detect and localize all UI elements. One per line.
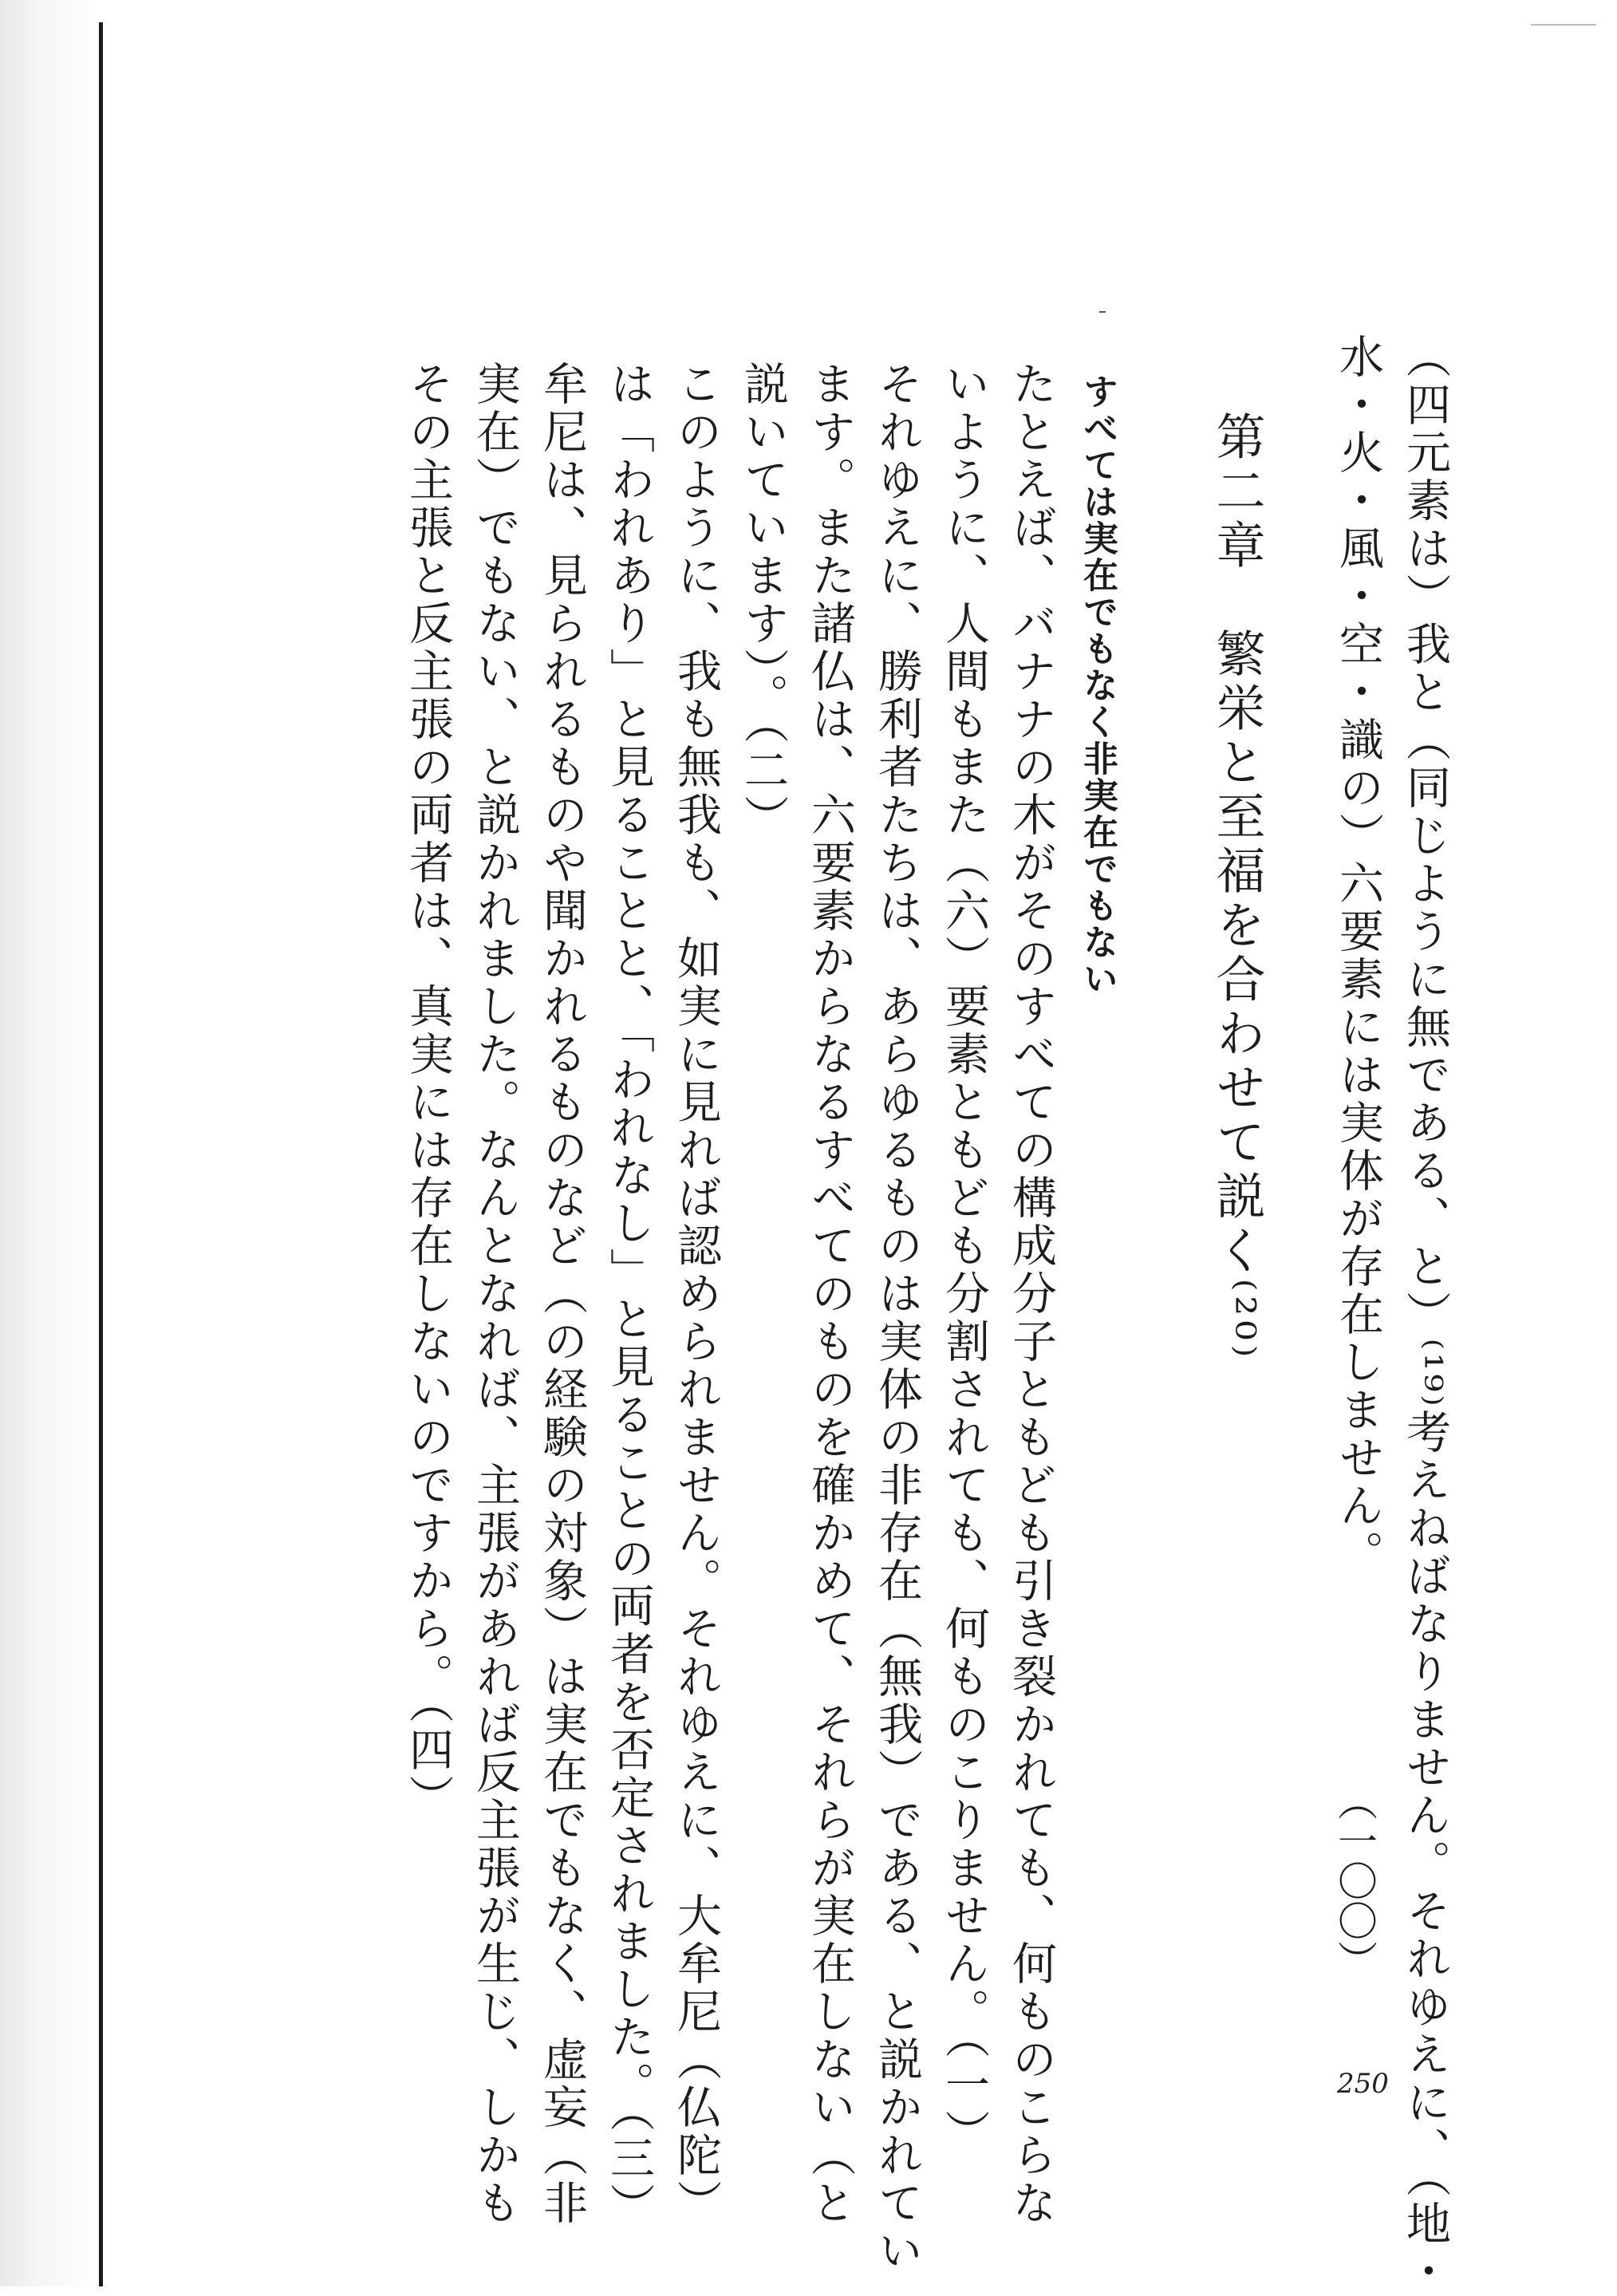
body-line-2: いように、人間もまた（六）要素ともども分割されても、何ものこりません。（一） [938, 361, 990, 2157]
body-line-8: 牟尼は、見られるものや聞かれるものなど（の経験の対象）は実在でもなく、虚妄（非 [536, 361, 588, 2227]
section-heading: すべては実在でもなく非実在でもない [1077, 373, 1118, 997]
verse-line-2: 水・火・風・空・識の）六要素には実体が存在しません。 [1332, 333, 1384, 1578]
body-line-3: それゆえに、勝利者たちは、あらゆるものは実体の非存在（無我）である、と説かれてい [871, 361, 923, 2275]
body-line-6: このように、我も無我も、如実に見れば認められません。それゆえに、大牟尼（仏陀） [670, 361, 722, 2227]
body-line-7: は「われあり」と見ることと、「われなし」と見ることの両者を否定されました。（三） [603, 361, 655, 2231]
verse-number: （一〇〇） [1331, 1781, 1378, 1980]
page-edge-shadow [0, 0, 99, 2286]
page-number: 250 [1337, 2068, 1389, 2100]
body-line-1: たとえば、バナナの木がそのすべての構成分子ともども引き裂かれても、何ものこらな [1005, 361, 1057, 2227]
body-line-9: 実在）でもない、と説かれました。なんとなれば、主張があれば反主張が生じ、しかも [469, 361, 521, 2227]
binding-edge-line [99, 22, 103, 2286]
body-line-10: その主張と反主張の両者は、真実には存在しないのですから。（四） [402, 361, 454, 1822]
scan-mark [1531, 24, 1596, 26]
body-line-5: 説いています）。（二） [737, 361, 789, 842]
chapter-heading: 第二章 繁栄と至福を合わせて説く⁽²⁰⁾ [1208, 411, 1266, 1363]
body-line-4: ます。また諸仏は、六要素からなるすべてのものを確かめて、それらが実在しない（と [804, 361, 856, 2227]
stray-mark [1099, 311, 1106, 313]
verse-line-1: （四元素は）我と（同じように無である、と）⁽¹⁹⁾考えねばなりません。それゆえに、（地・ [1399, 333, 1451, 2296]
